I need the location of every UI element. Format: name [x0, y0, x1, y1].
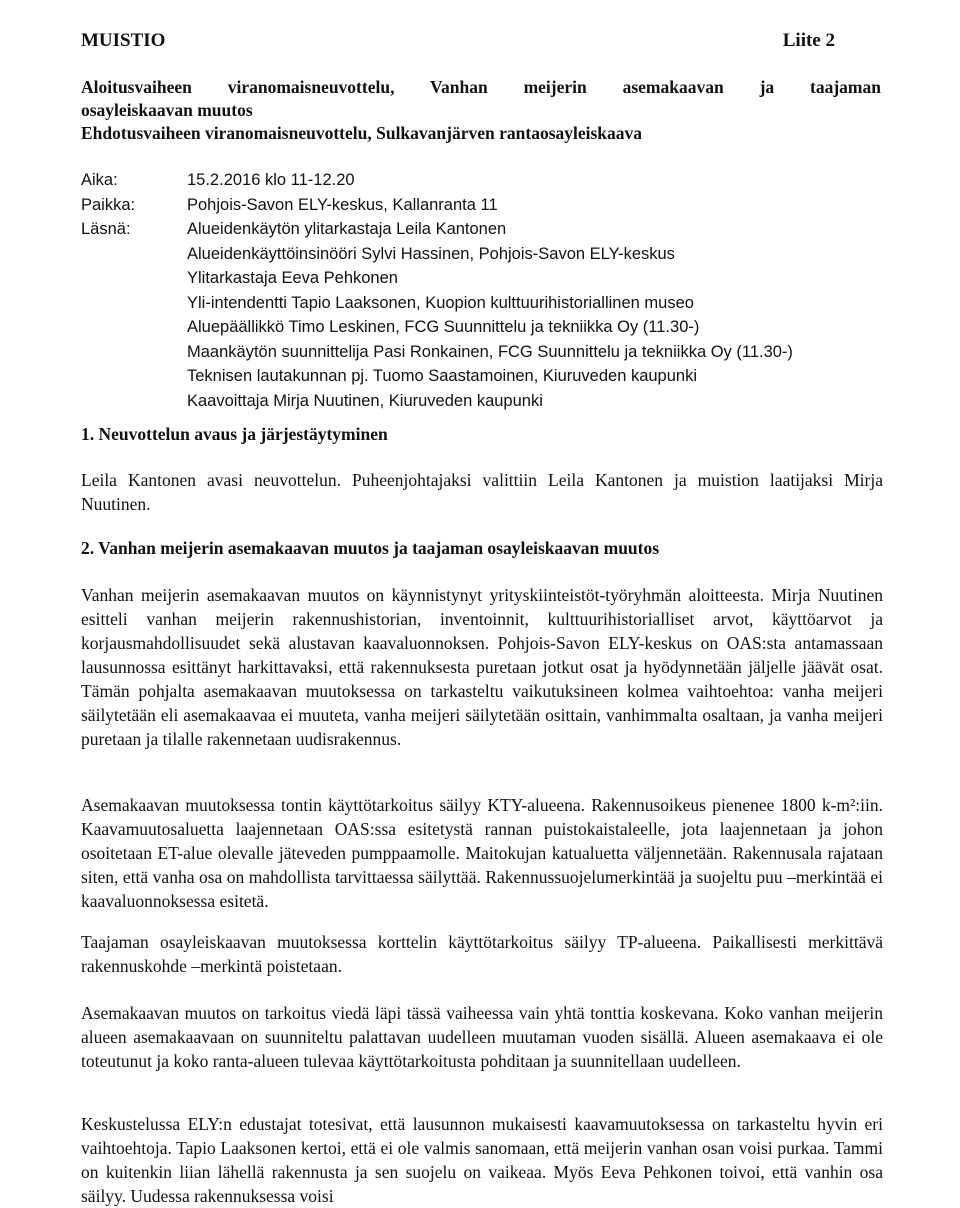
attendees-label: Läsnä: — [81, 220, 131, 238]
section-1-text: Leila Kantonen avasi neuvottelun. Puheenjohtajaksi valittiin Leila Kantonen ja muistion laatijaksi Mirja Nuutinen. — [81, 470, 883, 514]
document-title — [81, 76, 881, 145]
title-line-2: osayleiskaavan muutos — [81, 100, 253, 120]
attendees-row — [81, 217, 901, 413]
section-2-paragraph-1: Vanhan meijerin asemakaavan muutos on käynnistynyt yrityskiinteistöt-työryhmän aloitteesta. Mirja Nuutinen esitteli vanhan meijerin rakennushistorian, inventoinnit, kulttuurihistorialliset arvot, käyttöarvot ja korjausmahdollisuudet sekä alustavan kaavaluonnoksen. Pohjois-Savon ELY-keskus on OAS:sta antamassaan lausunnossa esittänyt harkittavaksi, että rakennuksesta puretaan jotkut osat ja hyödynnetään jäljelle jäävät osat. Tämän pohjalta asemakaavan muutoksessa on tarkasteltu vaikutuksineen kolmea vaihtoehtoa: vanha meijeri säilytetään eli asemakaavaa ei muuteta, vanha meijeri säilytetään osittain, vanhimmalta osaltaan, ja vanha meijeri puretaan ja tilalle rakennetaan uudisrakennus. — [81, 585, 883, 749]
attendee: Alueidenkäyttöinsinööri Sylvi Hassinen, Pohjois-Savon ELY-keskus — [187, 244, 675, 263]
attendee: Aluepäällikkö Timo Leskinen, FCG Suunnittelu ja tekniikka Oy (11.30-) — [187, 318, 700, 336]
attendee: Alueidenkäytön ylitarkastaja Leila Kantonen — [187, 220, 507, 238]
meeting-time-row — [81, 168, 901, 193]
place-label: Paikka: — [81, 195, 136, 214]
section-2-paragraph-5: Keskustelussa ELY:n edustajat totesivat, että lausunnon mukaisesti kaavamuutoksessa on tarkasteltu hyvin eri vaihtoehtoja. Tapio Laaksonen kertoi, että ei ole valmis sanomaan, että meijerin vanhan osan voisi purkaa. Tammi on kuitenkin liian lähellä rakennusta ja sen suojelu on vaikeaa. Myös Eeva Pehkonen toivoi, että vanhin osa säilyy. Uudessa rakennuksessa voisi — [81, 1114, 883, 1206]
section-2-heading: 2. Vanhan meijerin asemakaavan muutos ja taajaman osayleiskaavan muutos — [81, 538, 660, 558]
section-1-heading: 1. Neuvottelun avaus ja järjestäytyminen — [81, 424, 388, 444]
title-line-3: Ehdotusvaiheen viranomaisneuvottelu, Sulkavanjärven rantaosayleiskaava — [81, 123, 643, 143]
meeting-info — [81, 168, 901, 413]
attendee-list — [187, 217, 901, 413]
section-2-paragraph-3: Taajaman osayleiskaavan muutoksessa korttelin käyttötarkoitus säilyy TP-alueena. Paikallisesti merkittävä rakennuskohde –merkintä poistetaan. — [81, 932, 883, 976]
attendee: Yli-intendentti Tapio Laaksonen, Kuopion kulttuurihistoriallinen museo — [187, 293, 694, 312]
meeting-place-row — [81, 193, 901, 218]
attendee: Kaavoittaja Mirja Nuutinen, Kiuruveden kaupunki — [187, 391, 543, 410]
place-value: Pohjois-Savon ELY-keskus, Kallanranta 11 — [187, 195, 498, 214]
section-2-paragraph-2: Asemakaavan muutoksessa tontin käyttötarkoitus säilyy KTY-alueena. Rakennusoikeus pienenee 1800 k-m²:iin. Kaavamuutosaluetta laajennetaan OAS:ssa esitetystä rannan puistokaistaleelle, jota laajennetaan ja johon osoitetaan ET-alue olevalle jäteveden pumppaamolle. Maitokujan katualuetta väljennetään. Rakennusala rajataan siten, että vanha osa on mahdollista tarvittaessa säilyttää. Rakennussuojelumerkintää ja suojeltu puu –merkintää ei kaavaluonnoksessa esitetä. — [81, 795, 883, 911]
attendee: Teknisen lautakunnan pj. Tuomo Saastamoinen, Kiuruveden kaupunki — [187, 367, 698, 385]
time-value: 15.2.2016 klo 11-12.20 — [187, 171, 355, 189]
time-label: Aika: — [81, 171, 118, 189]
appendix-label: Liite 2 — [782, 30, 835, 51]
title-line-1: Aloitusvaiheen viranomaisneuvottelu, Vanhan meijerin asemakaavan ja taajaman — [81, 77, 881, 97]
section-2-paragraph-4: Asemakaavan muutos on tarkoitus viedä läpi tässä vaiheessa vain yhtä tonttia koskevana. Koko vanhan meijerin alueen asemakaavaan on suunniteltu palattavan uudelleen muutaman vuoden sisällä. Alueen asemakaava ei ole toteutunut ja koko ranta-alueen tulevaa käyttötarkoitusta pohditaan ja suunnitellaan uudelleen. — [81, 1003, 883, 1071]
attendee: Maankäytön suunnittelija Pasi Ronkainen, FCG Suunnittelu ja tekniikka Oy (11.30-) — [187, 342, 793, 361]
doc-type-label: MUISTIO — [81, 30, 166, 51]
attendee: Ylitarkastaja Eeva Pehkonen — [187, 269, 398, 287]
